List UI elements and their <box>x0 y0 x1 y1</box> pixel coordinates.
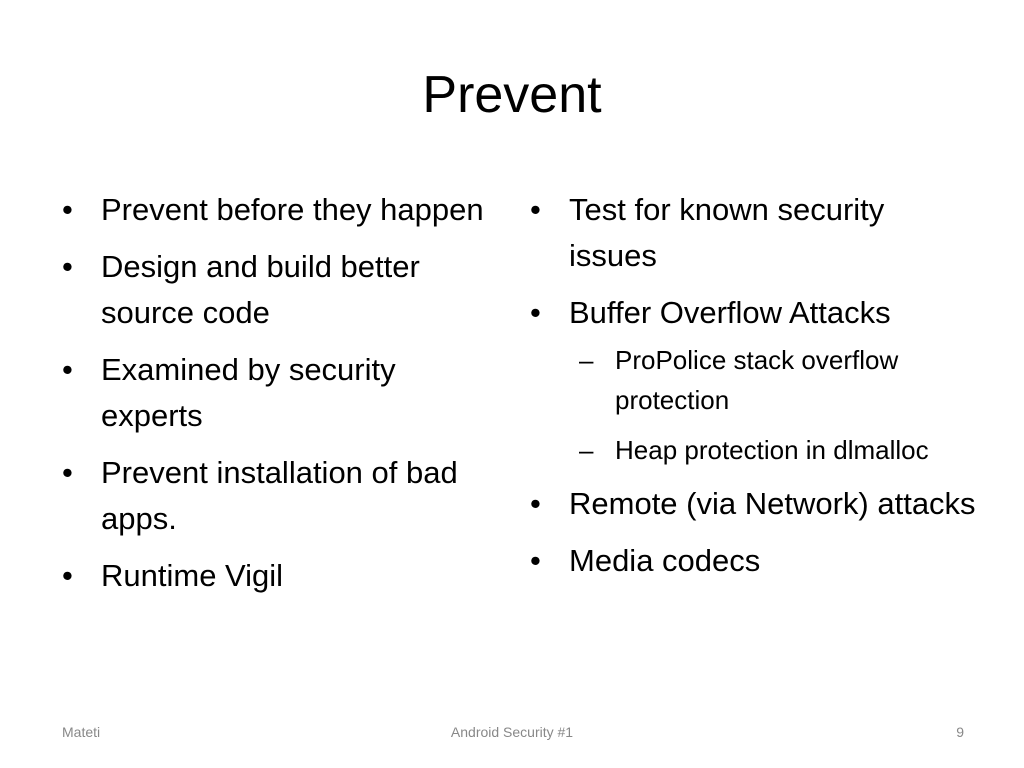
bullet-item <box>62 244 502 336</box>
bullet-text: Runtime Vigil <box>101 558 284 593</box>
bullet-icon: • <box>62 352 73 387</box>
footer-author: Mateti <box>62 724 101 740</box>
bullet-icon: • <box>62 192 73 227</box>
bullet-icon: • <box>530 192 541 227</box>
sub-bullet-text: Heap protection in dlmalloc <box>615 435 929 465</box>
bullet-item <box>530 481 980 527</box>
bullet-text: Buffer Overflow Attacks <box>569 295 891 330</box>
sub-bullet-item <box>530 340 980 420</box>
bullet-text: Prevent installation of bad apps. <box>101 455 458 536</box>
slide-title: Prevent <box>422 66 602 124</box>
bullet-icon: • <box>62 455 73 490</box>
sub-bullet-item <box>530 430 980 470</box>
sub-bullet-list <box>569 340 980 470</box>
bullet-icon: • <box>530 543 541 578</box>
left-bullet-list <box>62 187 502 610</box>
bullet-text: Remote (via Network) attacks <box>569 486 976 521</box>
bullet-item <box>62 553 502 599</box>
dash-icon: – <box>579 345 594 375</box>
bullet-text: Media codecs <box>569 543 761 578</box>
bullet-icon: • <box>530 295 541 330</box>
footer-presentation-title: Android Security #1 <box>450 724 574 740</box>
bullet-item <box>62 187 502 233</box>
bullet-item <box>530 187 980 279</box>
bullet-icon: • <box>530 486 541 521</box>
bullet-item <box>530 290 980 470</box>
bullet-icon: • <box>62 558 73 593</box>
sub-bullet-text: ProPolice stack overflow protection <box>615 345 899 415</box>
bullet-text: Design and build better source code <box>101 249 420 330</box>
bullet-item <box>530 538 980 584</box>
dash-icon: – <box>579 435 594 465</box>
right-bullet-list <box>530 187 980 595</box>
bullet-icon: • <box>62 249 73 284</box>
footer-page-number: 9 <box>956 724 964 740</box>
bullet-text: Prevent before they happen <box>101 192 484 227</box>
bullet-item <box>62 450 502 542</box>
bullet-text: Test for known security issues <box>569 192 885 273</box>
bullet-text: Examined by security experts <box>101 352 396 433</box>
bullet-item <box>62 347 502 439</box>
